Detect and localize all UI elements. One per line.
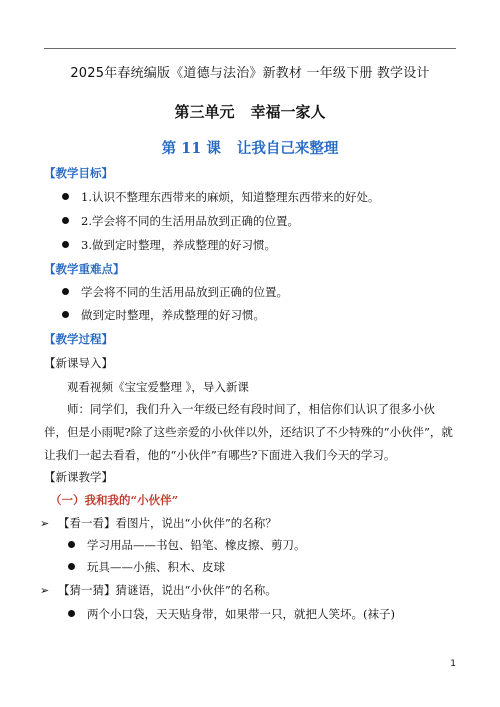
intro-line: 观看视频《宝宝爱整理 》，导入新课 — [67, 380, 249, 394]
goals-heading: 【教学目标】 — [44, 166, 113, 180]
part1-heading: （一）我和我的“小伙伴” — [50, 493, 179, 507]
lesson-label: 第 11 课 — [161, 140, 221, 157]
process-heading: 【教学过程】 — [44, 332, 113, 346]
intro-heading: 【新课导入】 — [44, 356, 113, 370]
bullet-icon — [62, 288, 69, 295]
keypoint-item: 学会将不同的生活用品放到正确的位置。 — [62, 284, 288, 300]
bullet-icon — [62, 241, 69, 248]
look-subitem: 玩具——小熊、积木、皮球 — [68, 559, 225, 575]
header-rule — [44, 48, 456, 49]
goal-item: 3.做到定时整理，养成整理的好习惯。 — [62, 237, 276, 253]
look-subitem: 学习用品——书包、铅笔、橡皮擦、剪刀。 — [68, 537, 306, 553]
keypoint-item: 做到定时整理，养成整理的好习惯。 — [62, 307, 265, 323]
goal-item: 1.认识不整理东西带来的麻烦，知道整理东西带来的好处。 — [62, 189, 379, 205]
page-number: 1 — [450, 659, 456, 669]
guess-item: ➢ 【猜一猜】猜谜语，说出“小伙伴”的名称。 — [40, 583, 277, 597]
lesson-name: 让我自己来整理 — [236, 140, 339, 157]
bullet-icon — [68, 541, 75, 548]
look-item: ➢ 【看一看】看图片，说出“小伙伴”的名称？ — [40, 516, 277, 530]
guess-subitem: 两个小口袋，天天贴身带，如果带一只，就把人笑坏。(袜子) — [68, 606, 395, 622]
goal-item: 2.学会将不同的生活用品放到正确的位置。 — [62, 213, 299, 229]
bullet-icon — [68, 563, 75, 570]
unit-name: 幸福一家人 — [250, 103, 326, 121]
keypoints-heading: 【教学重难点】 — [44, 262, 125, 276]
bullet-icon — [62, 217, 69, 224]
arrow-bullet-icon: ➢ — [40, 584, 50, 597]
unit-label: 第三单元 — [174, 103, 235, 121]
arrow-bullet-icon: ➢ — [40, 517, 50, 530]
bullet-icon — [62, 311, 69, 318]
bullet-icon — [68, 610, 75, 617]
document-header: 2025年春统编版《道德与法治》新教材 一年级下册 教学设计 — [70, 66, 430, 81]
unit-title — [0, 101, 500, 122]
teach-heading: 【新课教学】 — [44, 470, 113, 484]
intro-paragraph: 师：同学们，我们升入一年级已经有段时间了，相信你们认识了很多小伙伴，但是小雨呢?除了这些亲爱的小伙伴以外，还结识了不少特殊的“小伙伴”，就让我们一起去看看，他的“小伙伴”有哪些?下面进入我们今天的学习。 — [44, 402, 453, 462]
lesson-title — [0, 137, 500, 158]
bullet-icon — [62, 193, 69, 200]
